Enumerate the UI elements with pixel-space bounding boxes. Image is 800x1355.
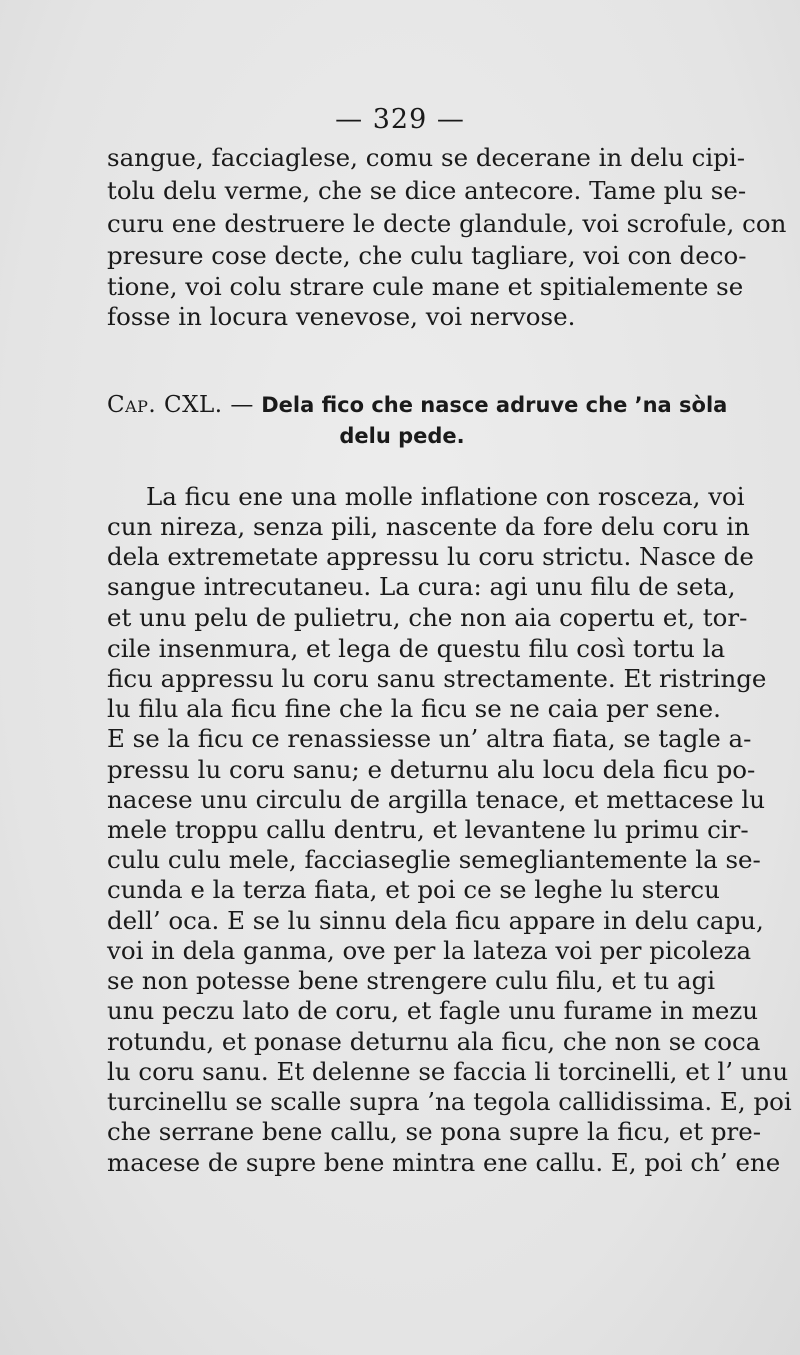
- text-line: sangue intrecutaneu. La cura: agi unu filu de seta,: [107, 572, 736, 601]
- text-line: turcinellu se scalle supra ’na tegola callidissima. E, poi: [107, 1087, 792, 1116]
- text-line: culu culu mele, facciaseglie semegliantemente la se-: [107, 845, 761, 874]
- text-line: ficu appressu lu coru sanu strectamente. Et ristringe: [107, 664, 767, 693]
- text-line: lu coru sanu. Et delenne se faccia li torcinelli, et l’ unu: [107, 1057, 789, 1086]
- text-line: presure cose decte, che culu tagliare, voi con deco-: [107, 241, 747, 270]
- text-line: E se la ficu ce renassiesse un’ altra fiata, se tagle a-: [107, 724, 752, 753]
- chapter-title: Dela fico che nasce adruve che ’na sòla: [261, 393, 728, 417]
- text-line: dela extremetate appressu lu coru strictu. Nasce de: [107, 542, 754, 571]
- text-line: curu ene destruere le decte glandule, voi scrofule, con: [107, 209, 787, 238]
- text-line: cile insenmura, et lega de questu filu così tortu la: [107, 634, 726, 663]
- chapter-label: Cap. CXL. —: [107, 392, 254, 418]
- chapter-title-continued: delu pede.: [339, 424, 465, 448]
- text-line: sangue, facciaglese, comu se decerane in delu cipi-: [107, 143, 745, 172]
- text-line: pressu lu coru sanu; e deturnu alu locu dela ficu po-: [107, 755, 756, 784]
- text-line: mele troppu callu dentru, et levantene lu primu cir-: [107, 815, 749, 844]
- text-line: lu filu ala ficu fine che la ficu se ne caia per sene.: [107, 694, 721, 723]
- text-line: tione, voi colu strare cule mane et spitialemente se: [107, 272, 744, 301]
- text-line: et unu pelu de pulietru, che non aia copertu et, tor-: [107, 603, 748, 632]
- text-line: cunda e la terza fiata, et poi ce se leghe lu stercu: [107, 875, 720, 904]
- text-line: dell’ oca. E se lu sinnu dela ficu appare in delu capu,: [107, 906, 764, 935]
- text-line: rotundu, et ponase deturnu ala ficu, che non se coca: [107, 1027, 761, 1056]
- text-line: cun nireza, senza pili, nascente da fore delu coru in: [107, 512, 750, 541]
- chapter-heading-line-2: [107, 421, 697, 451]
- text-line: voi in dela ganma, ove per la lateza voi per picoleza: [107, 936, 752, 965]
- text-line: La ficu ene una molle inflatione con rosceza, voi: [146, 482, 745, 511]
- text-line: nacese unu circulu de argilla tenace, et mettacese lu: [107, 785, 766, 814]
- text-line: se non potesse bene strengere culu filu, et tu agi: [107, 966, 716, 995]
- text-line: che serrane bene callu, se pona supre la ficu, et pre-: [107, 1117, 762, 1146]
- text-line: unu peczu lato de coru, et fagle unu furame in mezu: [107, 996, 759, 1025]
- text-line: fosse in locura venevose, voi nervose.: [107, 302, 576, 331]
- chapter-heading-line-1: [107, 390, 728, 420]
- page-number: — 329 —: [335, 104, 465, 135]
- text-line: macese de supre bene mintra ene callu. E, poi ch’ ene: [107, 1148, 781, 1177]
- text-line: tolu delu verme, che se dice antecore. Tame plu se-: [107, 176, 747, 205]
